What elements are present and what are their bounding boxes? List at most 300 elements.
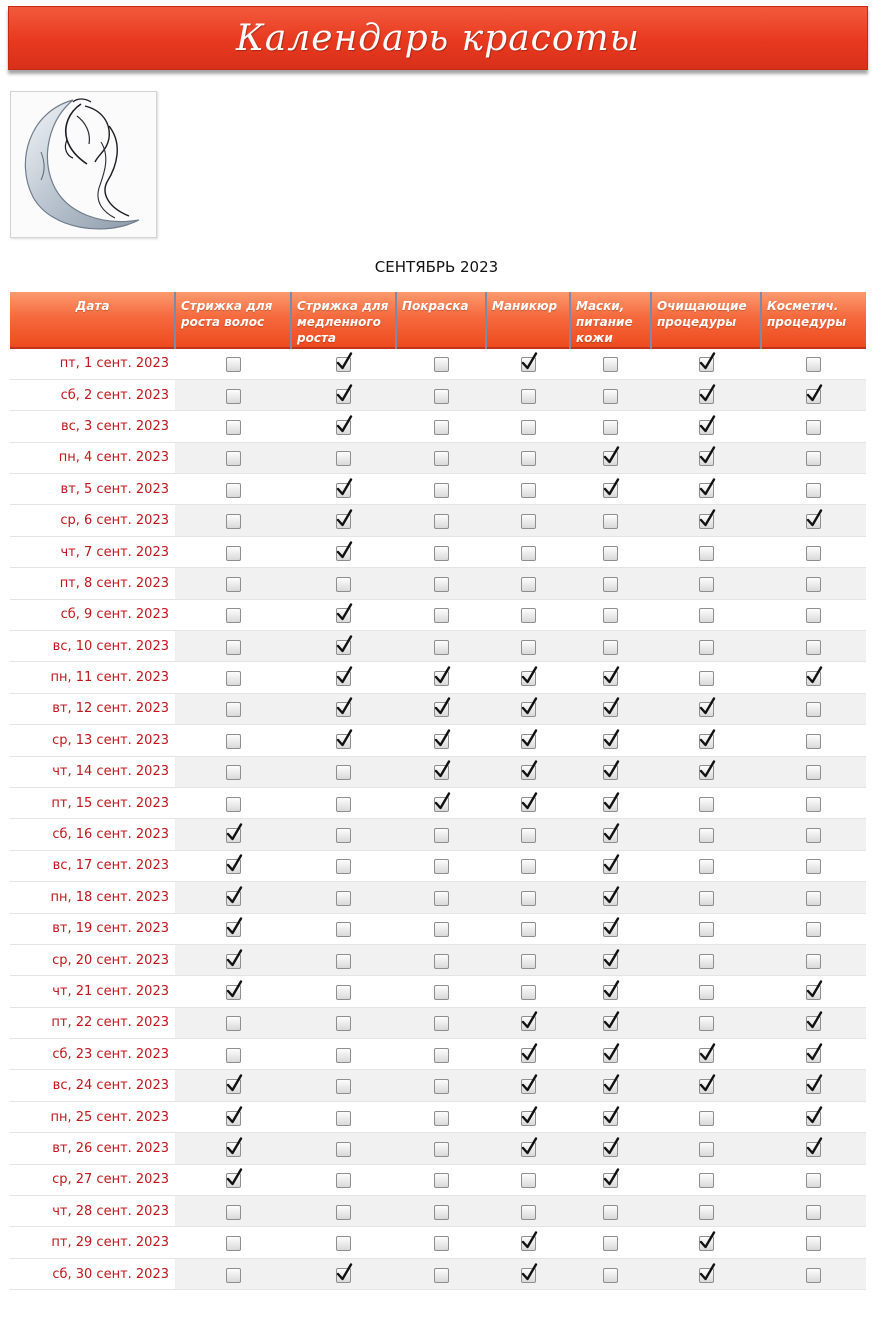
checkbox-haircut-slow[interactable] bbox=[336, 828, 351, 843]
checkbox-haircut-growth[interactable] bbox=[226, 451, 241, 466]
checkbox-haircut-growth[interactable] bbox=[226, 797, 241, 812]
checkbox-masks[interactable] bbox=[603, 1173, 618, 1188]
checkbox-cosmetic[interactable] bbox=[806, 389, 821, 404]
checkbox-manicure[interactable] bbox=[521, 922, 536, 937]
checkbox-masks[interactable] bbox=[603, 734, 618, 749]
date-cell: пт, 22 сент. 2023 bbox=[10, 1007, 175, 1038]
date-cell: чт, 21 сент. 2023 bbox=[10, 976, 175, 1007]
checkbox-haircut-slow[interactable] bbox=[336, 891, 351, 906]
checkbox-haircut-growth[interactable] bbox=[226, 1048, 241, 1063]
column-header-haircut-growth: Стрижка для роста волос bbox=[175, 292, 291, 348]
checkbox-cosmetic[interactable] bbox=[806, 859, 821, 874]
checkbox-cleansing[interactable] bbox=[699, 859, 714, 874]
checkbox-haircut-slow[interactable] bbox=[336, 702, 351, 717]
table-row bbox=[10, 662, 866, 693]
checkbox-coloring[interactable] bbox=[434, 985, 449, 1000]
cell-cleansing bbox=[651, 1070, 761, 1101]
checkbox-haircut-growth[interactable] bbox=[226, 671, 241, 686]
checkbox-manicure[interactable] bbox=[521, 1111, 536, 1126]
checkbox-masks[interactable] bbox=[603, 859, 618, 874]
checkbox-coloring[interactable] bbox=[434, 1111, 449, 1126]
checkbox-manicure[interactable] bbox=[521, 451, 536, 466]
checkbox-haircut-growth[interactable] bbox=[226, 859, 241, 874]
checkbox-haircut-slow[interactable] bbox=[336, 734, 351, 749]
checkbox-cosmetic[interactable] bbox=[806, 1173, 821, 1188]
checkbox-manicure[interactable] bbox=[521, 828, 536, 843]
checkbox-coloring[interactable] bbox=[434, 891, 449, 906]
checkbox-haircut-growth[interactable] bbox=[226, 765, 241, 780]
checkbox-manicure[interactable] bbox=[521, 608, 536, 623]
checkbox-coloring[interactable] bbox=[434, 922, 449, 937]
checkbox-coloring[interactable] bbox=[434, 420, 449, 435]
cell-cleansing bbox=[651, 442, 761, 473]
cell-haircut-growth bbox=[175, 599, 291, 630]
cell-manicure bbox=[486, 379, 570, 410]
checkbox-haircut-growth[interactable] bbox=[226, 1016, 241, 1031]
checkbox-haircut-slow[interactable] bbox=[336, 514, 351, 529]
cell-haircut-slow bbox=[291, 631, 396, 662]
cell-cosmetic bbox=[761, 944, 866, 975]
checkbox-haircut-slow[interactable] bbox=[336, 389, 351, 404]
checkbox-haircut-slow[interactable] bbox=[336, 1016, 351, 1031]
checkbox-cosmetic[interactable] bbox=[806, 797, 821, 812]
checkbox-haircut-growth[interactable] bbox=[226, 922, 241, 937]
checkbox-cleansing[interactable] bbox=[699, 608, 714, 623]
table-row bbox=[10, 631, 866, 662]
checkbox-manicure[interactable] bbox=[521, 389, 536, 404]
checkbox-manicure[interactable] bbox=[521, 1079, 536, 1094]
cell-masks bbox=[570, 411, 651, 442]
checkbox-cleansing[interactable] bbox=[699, 702, 714, 717]
cell-coloring bbox=[396, 631, 486, 662]
checkbox-haircut-slow[interactable] bbox=[336, 1173, 351, 1188]
date-cell: вт, 26 сент. 2023 bbox=[10, 1133, 175, 1164]
checkbox-haircut-slow[interactable] bbox=[336, 1079, 351, 1094]
checkbox-coloring[interactable] bbox=[434, 1048, 449, 1063]
checkbox-cosmetic[interactable] bbox=[806, 954, 821, 969]
cell-manicure bbox=[486, 411, 570, 442]
table-row bbox=[10, 725, 866, 756]
cell-haircut-slow bbox=[291, 756, 396, 787]
cell-cosmetic bbox=[761, 631, 866, 662]
cell-haircut-growth bbox=[175, 505, 291, 536]
cell-manicure bbox=[486, 1039, 570, 1070]
checkbox-manicure[interactable] bbox=[521, 734, 536, 749]
checkbox-cleansing[interactable] bbox=[699, 734, 714, 749]
checkbox-manicure[interactable] bbox=[521, 1236, 536, 1251]
checkbox-coloring[interactable] bbox=[434, 734, 449, 749]
checkbox-masks[interactable] bbox=[603, 451, 618, 466]
checkbox-coloring[interactable] bbox=[434, 608, 449, 623]
checkbox-cosmetic[interactable] bbox=[806, 765, 821, 780]
checkbox-masks[interactable] bbox=[603, 985, 618, 1000]
table-row bbox=[10, 1007, 866, 1038]
cell-masks bbox=[570, 1164, 651, 1195]
cell-haircut-growth bbox=[175, 442, 291, 473]
checkbox-masks[interactable] bbox=[603, 546, 618, 561]
checkbox-manicure[interactable] bbox=[521, 514, 536, 529]
checkbox-cosmetic[interactable] bbox=[806, 514, 821, 529]
checkbox-masks[interactable] bbox=[603, 765, 618, 780]
checkbox-manicure[interactable] bbox=[521, 577, 536, 592]
checkbox-masks[interactable] bbox=[603, 1142, 618, 1157]
checkbox-cleansing[interactable] bbox=[699, 922, 714, 937]
checkbox-cleansing[interactable] bbox=[699, 451, 714, 466]
checkbox-cleansing[interactable] bbox=[699, 357, 714, 372]
checkbox-haircut-slow[interactable] bbox=[336, 671, 351, 686]
checkbox-cleansing[interactable] bbox=[699, 1173, 714, 1188]
checkbox-masks[interactable] bbox=[603, 1236, 618, 1251]
checkbox-coloring[interactable] bbox=[434, 1079, 449, 1094]
checkbox-manicure[interactable] bbox=[521, 483, 536, 498]
checkbox-coloring[interactable] bbox=[434, 546, 449, 561]
checkbox-masks[interactable] bbox=[603, 1048, 618, 1063]
checkbox-cosmetic[interactable] bbox=[806, 1048, 821, 1063]
checkbox-cleansing[interactable] bbox=[699, 483, 714, 498]
checkbox-haircut-growth[interactable] bbox=[226, 702, 241, 717]
checkbox-manicure[interactable] bbox=[521, 985, 536, 1000]
cell-haircut-growth bbox=[175, 1039, 291, 1070]
checkmark-icon bbox=[603, 760, 620, 779]
checkbox-cosmetic[interactable] bbox=[806, 1016, 821, 1031]
checkbox-cosmetic[interactable] bbox=[806, 451, 821, 466]
checkbox-manicure[interactable] bbox=[521, 765, 536, 780]
cell-masks bbox=[570, 536, 651, 567]
checkbox-masks[interactable] bbox=[603, 608, 618, 623]
checkbox-cosmetic[interactable] bbox=[806, 891, 821, 906]
checkbox-haircut-growth[interactable] bbox=[226, 828, 241, 843]
checkbox-cleansing[interactable] bbox=[699, 577, 714, 592]
checkmark-icon bbox=[603, 980, 620, 999]
cell-masks bbox=[570, 1133, 651, 1164]
checkbox-cleansing[interactable] bbox=[699, 765, 714, 780]
checkbox-coloring[interactable] bbox=[434, 389, 449, 404]
checkmark-icon bbox=[521, 1231, 538, 1250]
checkmark-icon bbox=[226, 949, 243, 968]
checkbox-haircut-growth[interactable] bbox=[226, 1236, 241, 1251]
checkbox-manicure[interactable] bbox=[521, 797, 536, 812]
checkbox-haircut-slow[interactable] bbox=[336, 546, 351, 561]
checkbox-coloring[interactable] bbox=[434, 357, 449, 372]
checkbox-coloring[interactable] bbox=[434, 1236, 449, 1251]
checkbox-cosmetic[interactable] bbox=[806, 734, 821, 749]
cell-manicure bbox=[486, 474, 570, 505]
checkbox-coloring[interactable] bbox=[434, 702, 449, 717]
checkbox-haircut-growth[interactable] bbox=[226, 514, 241, 529]
checkbox-manicure[interactable] bbox=[521, 1173, 536, 1188]
checkmark-icon bbox=[434, 697, 451, 716]
cell-coloring bbox=[396, 662, 486, 693]
checkbox-haircut-slow[interactable] bbox=[336, 640, 351, 655]
cell-haircut-slow bbox=[291, 1258, 396, 1289]
cell-haircut-slow bbox=[291, 1070, 396, 1101]
checkbox-haircut-slow[interactable] bbox=[336, 765, 351, 780]
checkbox-haircut-slow[interactable] bbox=[336, 985, 351, 1000]
checkmark-icon bbox=[521, 1106, 538, 1125]
checkbox-coloring[interactable] bbox=[434, 1142, 449, 1157]
checkbox-coloring[interactable] bbox=[434, 1205, 449, 1220]
checkbox-haircut-slow[interactable] bbox=[336, 483, 351, 498]
checkbox-haircut-growth[interactable] bbox=[226, 1268, 241, 1283]
cell-cleansing bbox=[651, 631, 761, 662]
table-row bbox=[10, 474, 866, 505]
checkbox-haircut-growth[interactable] bbox=[226, 891, 241, 906]
checkmark-icon bbox=[603, 666, 620, 685]
cell-manicure bbox=[486, 505, 570, 536]
date-cell: вт, 19 сент. 2023 bbox=[10, 913, 175, 944]
checkbox-haircut-slow[interactable] bbox=[336, 1048, 351, 1063]
checkbox-haircut-slow[interactable] bbox=[336, 797, 351, 812]
checkbox-masks[interactable] bbox=[603, 1079, 618, 1094]
checkbox-haircut-slow[interactable] bbox=[336, 859, 351, 874]
checkbox-haircut-slow[interactable] bbox=[336, 357, 351, 372]
checkmark-icon bbox=[521, 697, 538, 716]
checkbox-coloring[interactable] bbox=[434, 671, 449, 686]
checkbox-cosmetic[interactable] bbox=[806, 1205, 821, 1220]
checkbox-cleansing[interactable] bbox=[699, 1079, 714, 1094]
cell-manicure bbox=[486, 1164, 570, 1195]
cell-masks bbox=[570, 662, 651, 693]
cell-coloring bbox=[396, 505, 486, 536]
checkbox-manicure[interactable] bbox=[521, 702, 536, 717]
checkbox-masks[interactable] bbox=[603, 828, 618, 843]
cell-haircut-slow bbox=[291, 474, 396, 505]
checkbox-masks[interactable] bbox=[603, 702, 618, 717]
cell-cosmetic bbox=[761, 725, 866, 756]
checkbox-manicure[interactable] bbox=[521, 420, 536, 435]
cell-cleansing bbox=[651, 756, 761, 787]
date-cell: вс, 24 сент. 2023 bbox=[10, 1070, 175, 1101]
checkbox-masks[interactable] bbox=[603, 1268, 618, 1283]
checkbox-masks[interactable] bbox=[603, 640, 618, 655]
checkbox-manicure[interactable] bbox=[521, 1205, 536, 1220]
checkbox-cosmetic[interactable] bbox=[806, 1236, 821, 1251]
checkbox-coloring[interactable] bbox=[434, 1173, 449, 1188]
checkbox-coloring[interactable] bbox=[434, 640, 449, 655]
cell-haircut-growth bbox=[175, 1164, 291, 1195]
checkbox-haircut-slow[interactable] bbox=[336, 922, 351, 937]
beauty-calendar-table bbox=[10, 292, 866, 1290]
cell-coloring bbox=[396, 882, 486, 913]
checkbox-coloring[interactable] bbox=[434, 859, 449, 874]
checkbox-cleansing[interactable] bbox=[699, 1048, 714, 1063]
checkbox-cleansing[interactable] bbox=[699, 828, 714, 843]
table-row bbox=[10, 505, 866, 536]
checkbox-manicure[interactable] bbox=[521, 891, 536, 906]
checkbox-masks[interactable] bbox=[603, 1016, 618, 1031]
checkbox-masks[interactable] bbox=[603, 514, 618, 529]
checkbox-haircut-growth[interactable] bbox=[226, 1142, 241, 1157]
checkbox-cleansing[interactable] bbox=[699, 1205, 714, 1220]
checkbox-cleansing[interactable] bbox=[699, 514, 714, 529]
checkbox-cosmetic[interactable] bbox=[806, 483, 821, 498]
cell-masks bbox=[570, 1070, 651, 1101]
checkbox-manicure[interactable] bbox=[521, 859, 536, 874]
checkbox-coloring[interactable] bbox=[434, 954, 449, 969]
checkbox-masks[interactable] bbox=[603, 1205, 618, 1220]
checkbox-masks[interactable] bbox=[603, 797, 618, 812]
checkbox-cosmetic[interactable] bbox=[806, 702, 821, 717]
checkbox-haircut-growth[interactable] bbox=[226, 608, 241, 623]
checkbox-manicure[interactable] bbox=[521, 546, 536, 561]
cell-manicure bbox=[486, 662, 570, 693]
checkbox-cleansing[interactable] bbox=[699, 797, 714, 812]
checkbox-cleansing[interactable] bbox=[699, 389, 714, 404]
checkbox-cleansing[interactable] bbox=[699, 671, 714, 686]
checkbox-coloring[interactable] bbox=[434, 514, 449, 529]
checkbox-coloring[interactable] bbox=[434, 828, 449, 843]
date-cell: сб, 16 сент. 2023 bbox=[10, 819, 175, 850]
checkbox-cosmetic[interactable] bbox=[806, 922, 821, 937]
checkbox-haircut-growth[interactable] bbox=[226, 546, 241, 561]
checkbox-masks[interactable] bbox=[603, 922, 618, 937]
checkbox-haircut-slow[interactable] bbox=[336, 954, 351, 969]
checkbox-haircut-slow[interactable] bbox=[336, 1142, 351, 1157]
checkbox-haircut-slow[interactable] bbox=[336, 451, 351, 466]
checkbox-haircut-growth[interactable] bbox=[226, 1205, 241, 1220]
cell-cosmetic bbox=[761, 1101, 866, 1132]
cell-haircut-slow bbox=[291, 1196, 396, 1227]
checkbox-coloring[interactable] bbox=[434, 1268, 449, 1283]
checkmark-icon bbox=[603, 729, 620, 748]
checkbox-coloring[interactable] bbox=[434, 797, 449, 812]
checkbox-manicure[interactable] bbox=[521, 954, 536, 969]
checkbox-cleansing[interactable] bbox=[699, 546, 714, 561]
cell-coloring bbox=[396, 1227, 486, 1258]
table-row bbox=[10, 756, 866, 787]
checkbox-cleansing[interactable] bbox=[699, 640, 714, 655]
checkbox-cleansing[interactable] bbox=[699, 985, 714, 1000]
checkbox-haircut-slow[interactable] bbox=[336, 1236, 351, 1251]
checkbox-masks[interactable] bbox=[603, 891, 618, 906]
checkbox-haircut-growth[interactable] bbox=[226, 483, 241, 498]
checkbox-cosmetic[interactable] bbox=[806, 1268, 821, 1283]
checkbox-haircut-growth[interactable] bbox=[226, 954, 241, 969]
checkbox-haircut-growth[interactable] bbox=[226, 1173, 241, 1188]
checkbox-cosmetic[interactable] bbox=[806, 1111, 821, 1126]
checkbox-haircut-growth[interactable] bbox=[226, 420, 241, 435]
checkbox-masks[interactable] bbox=[603, 483, 618, 498]
table-row bbox=[10, 536, 866, 567]
checkmark-icon bbox=[603, 1106, 620, 1125]
checkbox-haircut-growth[interactable] bbox=[226, 577, 241, 592]
cell-masks bbox=[570, 599, 651, 630]
checkbox-haircut-growth[interactable] bbox=[226, 1111, 241, 1126]
checkmark-icon bbox=[226, 980, 243, 999]
checkbox-masks[interactable] bbox=[603, 671, 618, 686]
checkbox-haircut-slow[interactable] bbox=[336, 1268, 351, 1283]
checkbox-haircut-growth[interactable] bbox=[226, 734, 241, 749]
checkbox-manicure[interactable] bbox=[521, 640, 536, 655]
checkmark-icon bbox=[521, 760, 538, 779]
cell-cleansing bbox=[651, 662, 761, 693]
checkbox-cosmetic[interactable] bbox=[806, 608, 821, 623]
checkbox-coloring[interactable] bbox=[434, 483, 449, 498]
cell-cosmetic bbox=[761, 536, 866, 567]
cell-haircut-growth bbox=[175, 1196, 291, 1227]
checkbox-coloring[interactable] bbox=[434, 577, 449, 592]
checkmark-icon bbox=[806, 980, 823, 999]
cell-cleansing bbox=[651, 913, 761, 944]
checkbox-cosmetic[interactable] bbox=[806, 577, 821, 592]
checkbox-haircut-slow[interactable] bbox=[336, 577, 351, 592]
cell-cosmetic bbox=[761, 568, 866, 599]
checkbox-cosmetic[interactable] bbox=[806, 357, 821, 372]
checkbox-haircut-growth[interactable] bbox=[226, 985, 241, 1000]
checkbox-manicure[interactable] bbox=[521, 671, 536, 686]
checkmark-icon bbox=[699, 760, 716, 779]
cell-cosmetic bbox=[761, 379, 866, 410]
checkbox-haircut-growth[interactable] bbox=[226, 389, 241, 404]
checkbox-haircut-growth[interactable] bbox=[226, 640, 241, 655]
checkbox-cleansing[interactable] bbox=[699, 1236, 714, 1251]
cell-masks bbox=[570, 976, 651, 1007]
checkbox-cosmetic[interactable] bbox=[806, 985, 821, 1000]
checkbox-manicure[interactable] bbox=[521, 1142, 536, 1157]
checkbox-cosmetic[interactable] bbox=[806, 1079, 821, 1094]
cell-cleansing bbox=[651, 819, 761, 850]
checkbox-cosmetic[interactable] bbox=[806, 640, 821, 655]
checkbox-haircut-slow[interactable] bbox=[336, 420, 351, 435]
cell-haircut-growth bbox=[175, 976, 291, 1007]
checkmark-icon bbox=[603, 1074, 620, 1093]
cell-coloring bbox=[396, 944, 486, 975]
checkbox-cleansing[interactable] bbox=[699, 1016, 714, 1031]
checkbox-masks[interactable] bbox=[603, 1111, 618, 1126]
checkbox-manicure[interactable] bbox=[521, 357, 536, 372]
checkbox-masks[interactable] bbox=[603, 577, 618, 592]
column-header-masks: Маски, питание кожи bbox=[570, 292, 651, 348]
checkbox-cosmetic[interactable] bbox=[806, 1142, 821, 1157]
checkbox-cosmetic[interactable] bbox=[806, 420, 821, 435]
cell-haircut-slow bbox=[291, 1039, 396, 1070]
checkbox-haircut-growth[interactable] bbox=[226, 1079, 241, 1094]
checkbox-cleansing[interactable] bbox=[699, 1268, 714, 1283]
checkbox-haircut-growth[interactable] bbox=[226, 357, 241, 372]
checkbox-manicure[interactable] bbox=[521, 1016, 536, 1031]
checkbox-cosmetic[interactable] bbox=[806, 546, 821, 561]
cell-coloring bbox=[396, 756, 486, 787]
checkbox-masks[interactable] bbox=[603, 357, 618, 372]
checkbox-coloring[interactable] bbox=[434, 765, 449, 780]
checkbox-cosmetic[interactable] bbox=[806, 671, 821, 686]
date-cell: пт, 1 сент. 2023 bbox=[10, 348, 175, 379]
checkbox-cleansing[interactable] bbox=[699, 954, 714, 969]
checkbox-cosmetic[interactable] bbox=[806, 828, 821, 843]
checkmark-icon bbox=[336, 603, 353, 622]
checkbox-haircut-slow[interactable] bbox=[336, 1205, 351, 1220]
cell-cleansing bbox=[651, 787, 761, 818]
cell-coloring bbox=[396, 787, 486, 818]
checkbox-cleansing[interactable] bbox=[699, 1142, 714, 1157]
checkbox-coloring[interactable] bbox=[434, 1016, 449, 1031]
checkbox-masks[interactable] bbox=[603, 420, 618, 435]
checkbox-manicure[interactable] bbox=[521, 1048, 536, 1063]
checkbox-haircut-slow[interactable] bbox=[336, 608, 351, 623]
checkbox-cleansing[interactable] bbox=[699, 420, 714, 435]
checkbox-masks[interactable] bbox=[603, 389, 618, 404]
checkbox-manicure[interactable] bbox=[521, 1268, 536, 1283]
checkbox-masks[interactable] bbox=[603, 954, 618, 969]
checkbox-cleansing[interactable] bbox=[699, 1111, 714, 1126]
checkbox-coloring[interactable] bbox=[434, 451, 449, 466]
cell-haircut-slow bbox=[291, 536, 396, 567]
checkbox-cleansing[interactable] bbox=[699, 891, 714, 906]
table-row bbox=[10, 913, 866, 944]
checkmark-icon bbox=[226, 1074, 243, 1093]
cell-coloring bbox=[396, 1039, 486, 1070]
checkbox-haircut-slow[interactable] bbox=[336, 1111, 351, 1126]
